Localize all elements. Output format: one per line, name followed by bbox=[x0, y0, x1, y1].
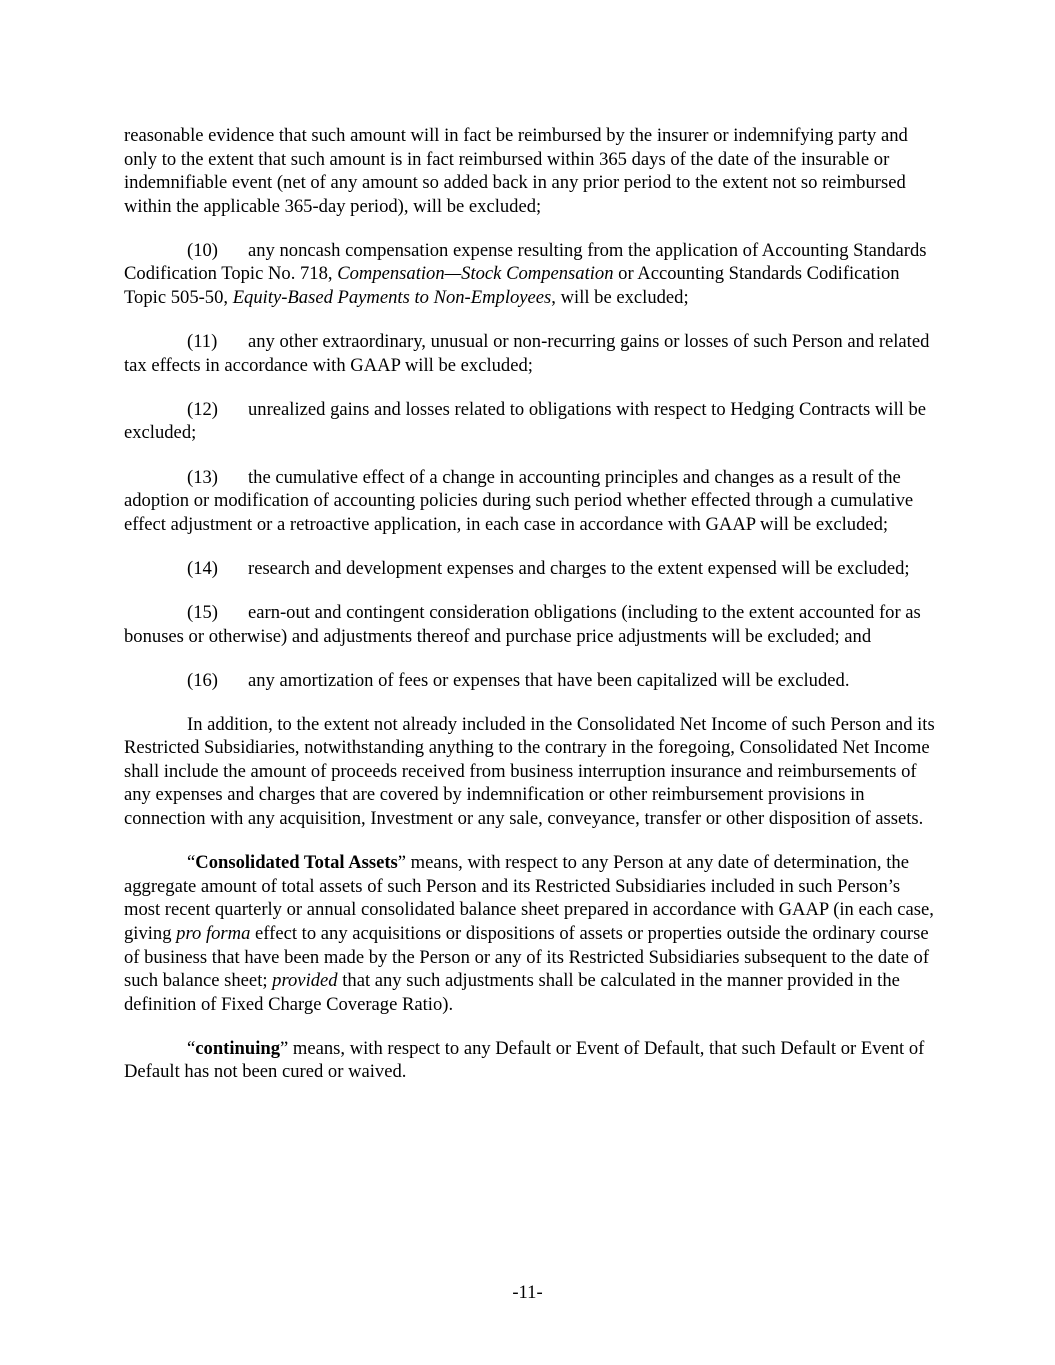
continuation-paragraph: reasonable evidence that such amount will in fact be reimbursed by the insurer or indemnifying party and only to the extent that such amount is in fact reimbursed within 365 days of the date of the insurable or indemnifiable event (net of any amount so added back in any prior period to the extent not so reimbursed within the applicable 365-day period), will be excluded; bbox=[124, 125, 908, 217]
definition-text: that any such adjustments shall be calculated in the manner provided in the definition of Fixed Charge Coverage Ratio). bbox=[124, 970, 900, 1015]
defined-term: continuing bbox=[195, 1037, 280, 1059]
open-quote: “ bbox=[187, 1037, 196, 1059]
clause-text: the cumulative effect of a change in accounting principles and changes as a result of the adoption or modification of accounting policies during such period whether effected through a cumulative effect adjustment or a retroactive application, in each case in accordance with GAAP will be excluded; bbox=[124, 466, 914, 535]
italic-term: Compensation—Stock Compensation bbox=[337, 263, 614, 285]
clause-text: any noncash compensation expense resulting from the application of Accounting Standards Codification Topic No. 718, bbox=[124, 239, 927, 285]
italic-term: provided bbox=[272, 970, 338, 992]
open-quote: “ bbox=[187, 852, 196, 874]
page-number: -11- bbox=[512, 1282, 543, 1303]
clause-text: any amortization of fees or expenses that have been capitalized will be excluded. bbox=[248, 669, 850, 691]
clause-14 bbox=[124, 557, 936, 581]
definition-text: ” means, with respect to any Default or Event of Default, that such Default or Event of Default has not been cured or waived. bbox=[124, 1037, 925, 1083]
italic-term: pro forma bbox=[176, 922, 251, 944]
clause-number: (11) bbox=[187, 331, 218, 353]
clause-10 bbox=[124, 239, 936, 310]
clause-text: research and development expenses and charges to the extent expensed will be excluded; bbox=[248, 557, 910, 579]
clause-12 bbox=[124, 398, 936, 445]
clause-text: or Accounting Standards Codification Topic 505-50, bbox=[124, 263, 900, 309]
clause-text: earn-out and contingent consideration obligations (including to the extent accounted for as bonuses or otherwise) and adjustments thereof and purchase price adjustments will be excluded; and bbox=[124, 601, 921, 647]
addition-paragraph: In addition, to the extent not already included in the Consolidated Net Income of such Person and its Restricted Subsidiaries, notwithstanding anything to the contrary in the foregoing, Consolidated Net Income shall include the amount of proceeds received from business interruption insurance and reimbursements of any expenses and charges that are covered by indemnification or other reimbursement provisions in connection with any acquisition, Investment or any sale, conveyance, transfer or other disposition of assets. bbox=[124, 713, 935, 830]
clause-number: (10) bbox=[187, 239, 218, 261]
clause-text: any other extraordinary, unusual or non-recurring gains or losses of such Person and related tax effects in accordance with GAAP will be excluded; bbox=[124, 331, 930, 376]
definition-text: ” means, with respect to any Person at any date of determination, the aggregate amount of total assets of such Person and its Restricted Subsidiaries included in such Person’s most recent quarterly or annual consolidated balance sheet prepared in accordance with GAAP (in each case, giving bbox=[124, 852, 934, 944]
definition-consolidated-total-assets bbox=[124, 851, 936, 1016]
clause-13 bbox=[124, 466, 936, 537]
clause-number: (14) bbox=[187, 557, 218, 579]
clause-number: (16) bbox=[187, 669, 218, 691]
clause-number: (15) bbox=[187, 601, 218, 623]
definition-continuing bbox=[124, 1037, 936, 1084]
italic-term: Equity-Based Payments to Non-Employees bbox=[232, 287, 552, 309]
clause-number: (13) bbox=[187, 466, 218, 488]
document-page bbox=[124, 124, 936, 1105]
clause-number: (12) bbox=[187, 398, 218, 420]
clause-11 bbox=[124, 330, 936, 377]
clause-15 bbox=[124, 601, 936, 648]
defined-term: Consolidated Total Assets bbox=[195, 852, 398, 874]
clause-text: , will be excluded; bbox=[551, 287, 689, 309]
clause-16 bbox=[124, 669, 936, 693]
clause-text: unrealized gains and losses related to obligations with respect to Hedging Contracts will be excluded; bbox=[124, 398, 926, 444]
definition-text: effect to any acquisitions or dispositions of assets or properties outside the ordinary course of business that have been made by the Person or any of its Restricted Subsidiaries subsequent to the date of such balance sheet; bbox=[124, 922, 930, 992]
